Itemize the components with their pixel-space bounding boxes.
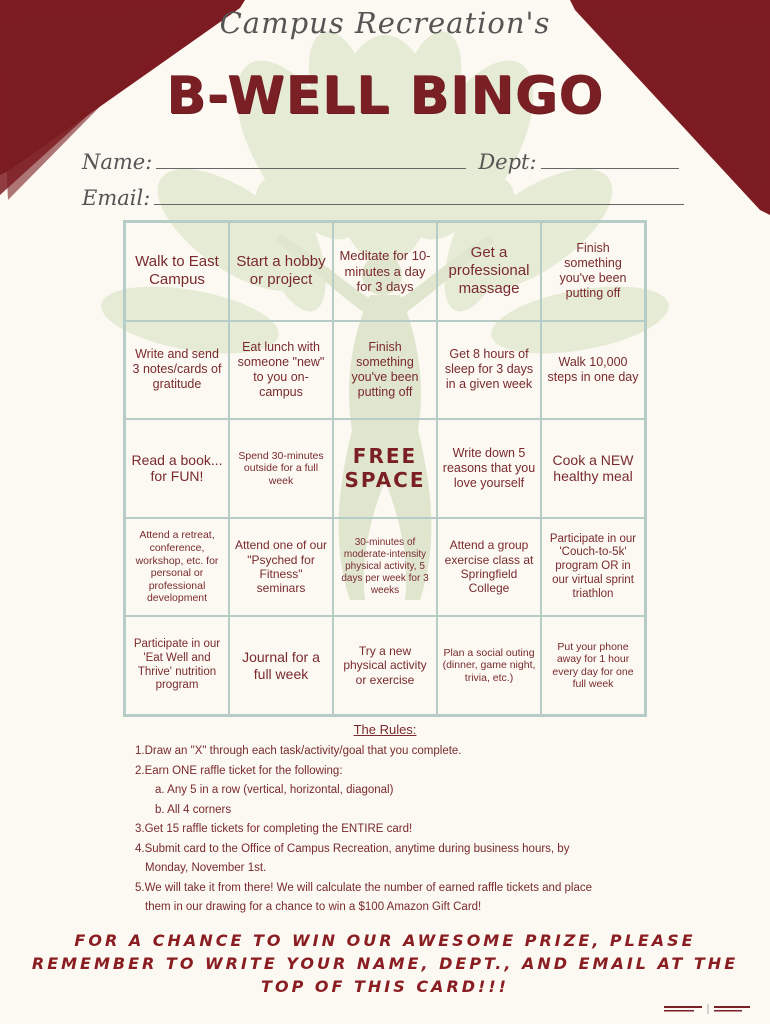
rule-item: 5.We will take it from there! We will calculate the number of earned raffle tickets and place (135, 881, 593, 894)
cta-line: REMEMBER TO WRITE YOUR NAME, DEPT., AND EMAIL AT THE (31, 954, 739, 973)
bingo-cell[interactable]: Eat lunch with someone "new" to you on-campus (229, 321, 333, 420)
bingo-cell[interactable]: Finish something you've been putting off (541, 222, 645, 321)
bingo-cell[interactable]: Get 8 hours of sleep for 3 days in a given week (437, 321, 541, 420)
email-label: Email: (82, 186, 151, 210)
rule-subitem: b. All 4 corners (155, 803, 232, 816)
rule-subitem: a. Any 5 in a row (vertical, horizontal, diagonal) (155, 784, 394, 796)
rule-item-continued: them in our drawing for a chance to win a $100 Amazon Gift Card! (145, 901, 482, 913)
bingo-cell[interactable]: Write and send 3 notes/cards of gratitude (125, 321, 229, 420)
email-row (82, 186, 684, 210)
bingo-cell[interactable]: Attend a retreat, conference, workshop, etc. for personal or professional development (125, 518, 229, 617)
bingo-cell[interactable]: Start a hobby or project (229, 222, 333, 321)
bingo-cell[interactable]: Plan a social outing (dinner, game night, trivia, etc.) (437, 616, 541, 715)
rule-item: 3.Get 15 raffle tickets for completing the ENTIRE card! (135, 823, 413, 835)
name-label: Name: (82, 150, 153, 174)
dept-label: Dept: (478, 150, 537, 174)
logo-mark-right-sub (714, 1010, 742, 1012)
bingo-cell[interactable]: Participate in our 'Eat Well and Thrive' nutrition program (125, 616, 229, 715)
subtitle: Campus Recreation's (219, 6, 551, 40)
bingo-cell[interactable]: Read a book... for FUN! (125, 419, 229, 518)
logo-mark-left (664, 1006, 702, 1008)
rules-list (135, 742, 675, 918)
rules-title: The Rules: (353, 722, 417, 737)
dept-field[interactable] (541, 150, 679, 169)
logo-mark-right (714, 1006, 750, 1008)
bingo-cell[interactable]: Spend 30-minutes outside for a full week (229, 419, 333, 518)
bingo-cell[interactable]: Meditate for 10-minutes a day for 3 days (333, 222, 437, 321)
rule-item: 1.Draw an "X" through each task/activity/goal that you complete. (135, 745, 462, 757)
logo-mark-left-sub (664, 1010, 694, 1012)
bingo-cell[interactable]: Journal for a full week (229, 616, 333, 715)
bingo-cell[interactable]: Walk 10,000 steps in one day (541, 321, 645, 420)
email-field[interactable] (154, 186, 684, 205)
bingo-cell[interactable]: Cook a NEW healthy meal (541, 419, 645, 518)
rule-item: 4.Submit card to the Office of Campus Recreation, anytime during business hours, by (135, 842, 570, 855)
footer-logos (664, 1002, 754, 1016)
bingo-cell[interactable]: Put your phone away for 1 hour every day for one full week (541, 616, 645, 715)
cta-line: TOP OF THIS CARD!!! (261, 977, 509, 996)
bingo-cell[interactable]: Participate in our 'Couch-to-5k' program OR in our virtual sprint triathlon (541, 518, 645, 617)
bingo-board (123, 220, 647, 717)
bingo-cell[interactable]: 30-minutes of moderate-intensity physical activity, 5 days per week for 3 weeks (333, 518, 437, 617)
bingo-cell[interactable]: Try a new physical activity or exercise (333, 616, 437, 715)
free-space[interactable]: FREE SPACE (333, 419, 437, 518)
page-title: B-WELL BINGO (166, 66, 604, 126)
cta-line: FOR A CHANCE TO WIN OUR AWESOME PRIZE, PLEASE (74, 931, 696, 950)
bingo-cell[interactable]: Get a professional massage (437, 222, 541, 321)
bingo-cell[interactable]: Write down 5 reasons that you love yourself (437, 419, 541, 518)
bingo-cell[interactable]: Attend one of our "Psyched for Fitness" seminars (229, 518, 333, 617)
bingo-cell[interactable]: Walk to East Campus (125, 222, 229, 321)
rule-item-continued: Monday, November 1st. (145, 862, 267, 874)
bingo-cell[interactable]: Attend a group exercise class at Springfield College (437, 518, 541, 617)
bingo-cell[interactable]: Finish something you've been putting off (333, 321, 437, 420)
call-to-action (20, 929, 750, 998)
name-field[interactable] (156, 150, 466, 169)
name-dept-row (82, 150, 679, 174)
rule-item: 2.Earn ONE raffle ticket for the following: (135, 764, 343, 777)
